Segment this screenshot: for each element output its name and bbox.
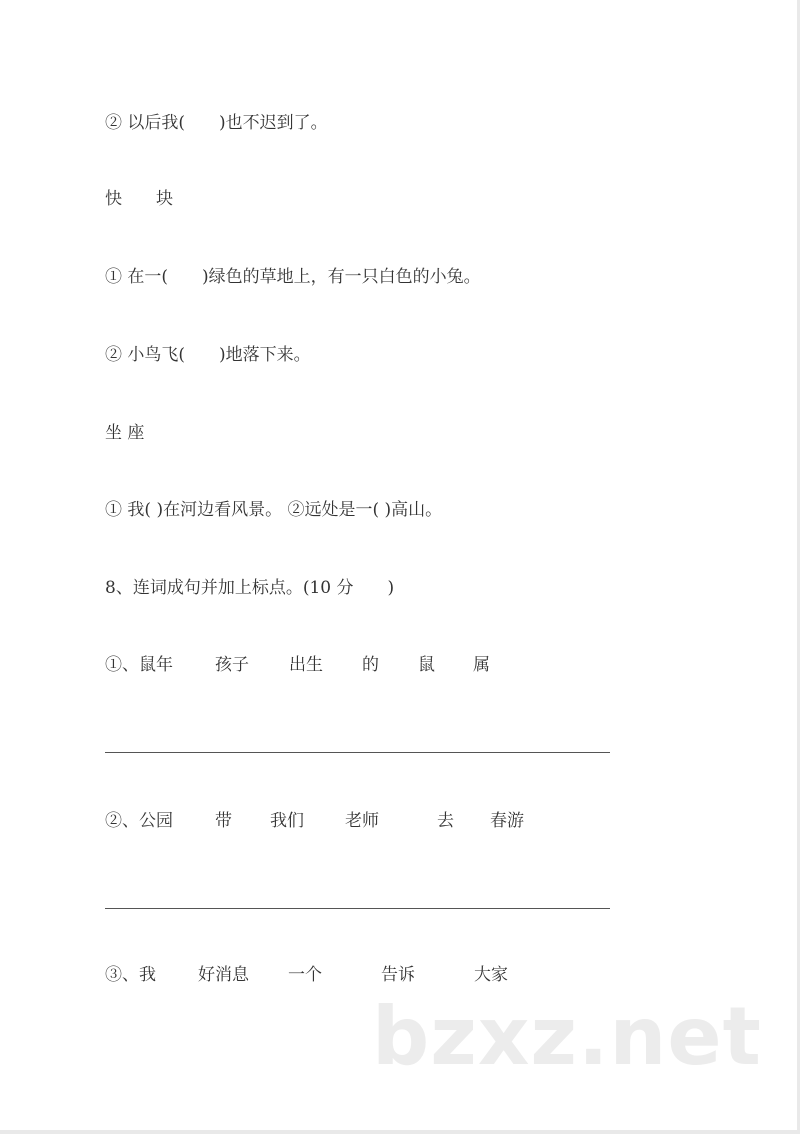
word: 我们 xyxy=(270,811,304,831)
sentence-2-xiaoniao: ② 小鸟飞( )地落下来。 xyxy=(105,345,311,365)
word: ③、我 xyxy=(105,965,156,985)
word: 告诉 xyxy=(381,965,415,985)
word: 大家 xyxy=(474,965,508,985)
word: 出生 xyxy=(289,655,323,675)
answer-line-2 xyxy=(105,908,610,909)
word: 春游 xyxy=(490,811,524,831)
word: ①、鼠年 xyxy=(105,655,173,675)
word: 鼠 xyxy=(418,655,435,675)
sentence-2-yihou: ② 以后我( )也不迟到了。 xyxy=(105,113,328,133)
word-pair-kuai: 快 块 xyxy=(105,189,173,209)
word: 老师 xyxy=(345,811,379,831)
question-8-heading: 8、连词成句并加上标点。(10 分 ) xyxy=(105,578,395,598)
word: 的 xyxy=(362,655,379,675)
sentence-zuo-fill: ① 我( )在河边看风景。 ②远处是一( )高山。 xyxy=(105,500,443,520)
word: 一个 xyxy=(288,965,322,985)
word: 好消息 xyxy=(198,965,249,985)
word-pair-zuo: 坐 座 xyxy=(105,423,145,443)
word: ②、公园 xyxy=(105,811,173,831)
answer-line-1 xyxy=(105,752,610,753)
word: 孩子 xyxy=(215,655,249,675)
watermark: bzxz.net xyxy=(372,990,762,1083)
word: 属 xyxy=(473,655,490,675)
word: 带 xyxy=(215,811,232,831)
sentence-1-zaiyi: ① 在一( )绿色的草地上，有一只白色的小兔。 xyxy=(105,267,481,287)
word: 去 xyxy=(437,811,454,831)
